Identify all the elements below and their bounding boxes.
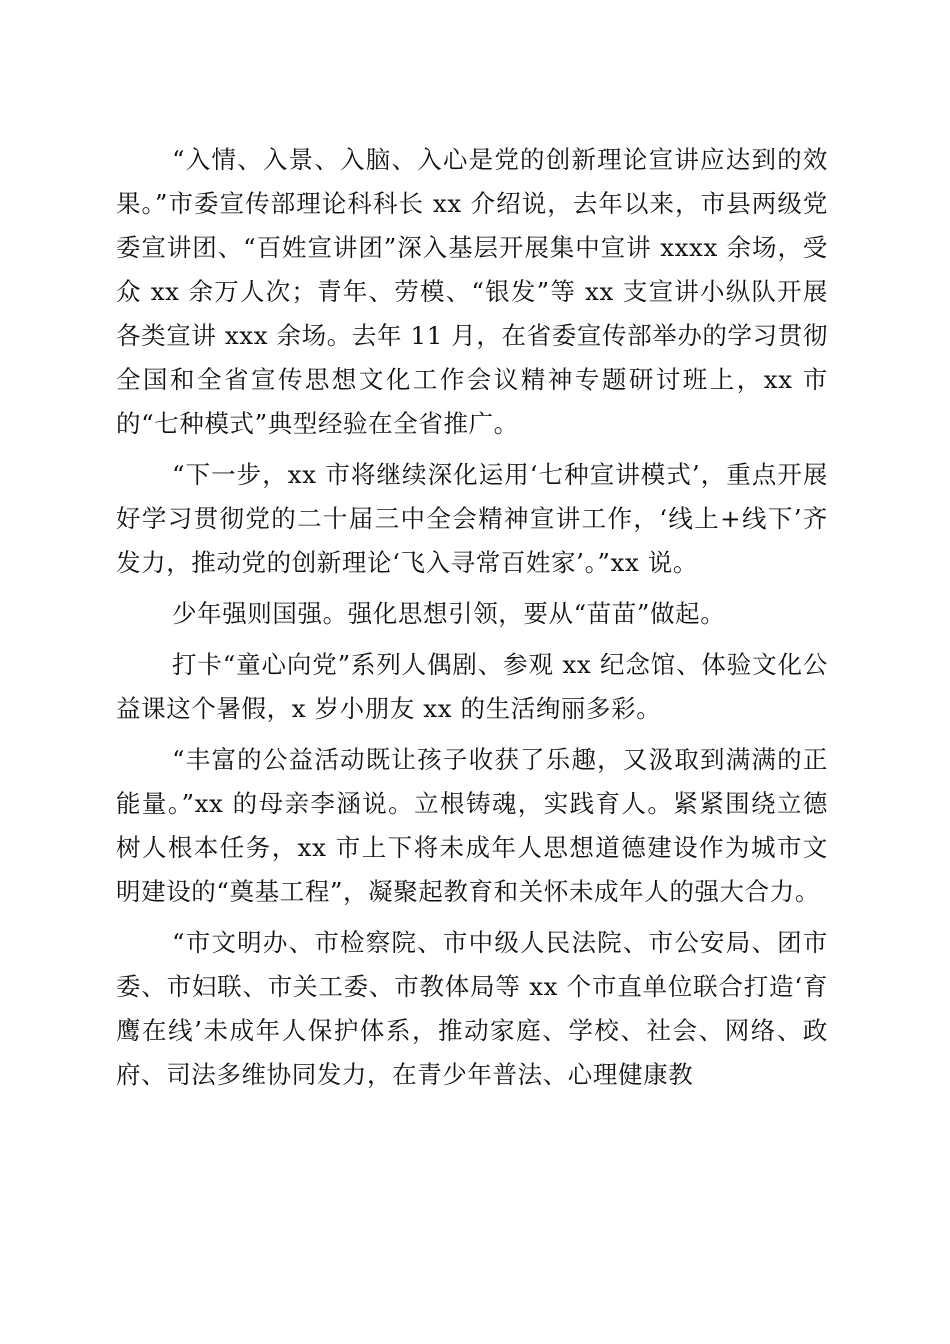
paragraph-1: “入情、入景、入脑、入心是党的创新理论宣讲应达到的效果。”市委宣传部理论科科长 xx 介绍说，去年以来，市县两级党委宣讲团、“百姓宣讲团”深入基层开展集中宣讲 xxxx 余场，受众 xx 余万人次；青年、劳模、“银发”等 xx 支宣讲小纵队开展各类宣讲 xxx 余场。去年 11 月，在省委宣传部举办的学习贯彻全国和全省宣传思想文化工作会议精神专题研讨班上，xx 市的“七种模式”典型经验在全省推广。 [116,145,828,438]
paragraph-5: “丰富的公益活动既让孩子收获了乐趣，又汲取到满满的正能量。”xx 的母亲李涵说。立根铸魂，实践育人。紧紧围绕立德树人根本任务，xx 市上下将未成年人思想道德建设作为城市文明建设的“奠基工程”，凝聚起教育和关怀未成年人的强大合力。 [116,745,828,906]
document-body [116,138,828,1104]
paragraph-6: “市文明办、市检察院、市中级人民法院、市公安局、团市委、市妇联、市关工委、市教体局等 xx 个市直单位联合打造‘育鹰在线’未成年人保护体系，推动家庭、学校、社会、网络、政府、司法多维协同发力，在青少年普法、心理健康教 [116,928,828,1089]
paragraph-4: 打卡“童心向党”系列人偶剧、参观 xx 纪念馆、体验文化公益课这个暑假，x 岁小朋友 xx 的生活绚丽多彩。 [116,650,828,723]
paragraph-3: 少年强则国强。强化思想引领，要从“苗苗”做起。 [172,599,726,628]
paragraph-2: “下一步，xx 市将继续深化运用‘七种宣讲模式’，重点开展好学习贯彻党的二十届三中全会精神宣讲工作，‘线上+线下’齐发力，推动党的创新理论‘飞入寻常百姓家’。”xx 说。 [116,460,828,577]
